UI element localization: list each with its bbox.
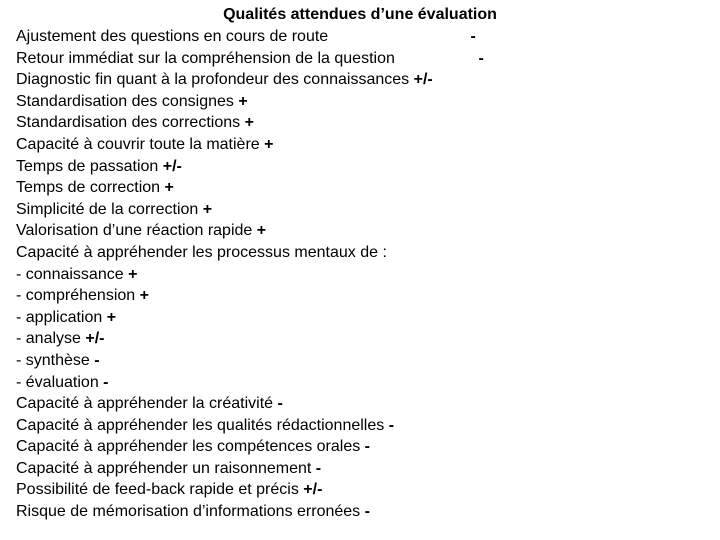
criterion-row: [16, 501, 706, 523]
criterion-row: [16, 91, 706, 113]
criterion-subrow: [16, 372, 706, 394]
criterion-rating: -: [277, 395, 283, 413]
criterion-rating: +/-: [303, 481, 323, 499]
criterion-rating: -: [478, 49, 484, 67]
criterion-rating: +: [202, 200, 213, 218]
criterion-subrow: [16, 350, 706, 372]
criterion-label: Retour immédiat sur la compréhension de la question: [16, 49, 395, 67]
criterion-row: [16, 436, 706, 458]
criterion-label: Standardisation des corrections: [16, 114, 241, 132]
criterion-rating: -: [364, 503, 370, 521]
criterion-row: [16, 242, 706, 264]
criterion-label: Possibilité de feed-back rapide et précis: [16, 481, 299, 499]
criterion-rating: +/-: [85, 330, 105, 348]
criterion-label: Capacité à couvrir toute la matière: [16, 135, 260, 153]
criterion-rating: -: [103, 373, 109, 391]
criteria-list: [16, 26, 706, 523]
criterion-rating: +: [256, 222, 267, 240]
criterion-rating: +: [164, 179, 174, 197]
criterion-label: Capacité à appréhender les compétences orales: [16, 438, 361, 456]
criterion-row: [16, 48, 706, 70]
criterion-rating: -: [364, 438, 370, 456]
criterion-label: - synthèse: [16, 351, 90, 369]
criterion-label: Risque de mémorisation d’informations erronées: [16, 503, 361, 521]
criterion-label: - compréhension: [16, 287, 136, 305]
criterion-rating: +: [106, 308, 117, 326]
criterion-row: [16, 458, 706, 480]
criterion-row: [16, 415, 706, 437]
criterion-rating: +/-: [413, 71, 433, 89]
criterion-row: [16, 393, 706, 415]
criterion-subrow: [16, 264, 706, 286]
criterion-rating: -: [470, 28, 476, 45]
criterion-row: [16, 69, 706, 91]
criterion-rating: -: [315, 459, 322, 477]
criterion-label: Temps de correction: [16, 179, 161, 197]
criterion-rating: +: [264, 135, 274, 153]
criterion-label: Diagnostic fin quant à la profondeur des connaissances: [16, 71, 410, 89]
criterion-label: Standardisation des consignes: [16, 92, 234, 110]
criterion-subrow: [16, 285, 706, 307]
criterion-label: - analyse: [16, 330, 81, 348]
criterion-rating: +: [128, 265, 138, 283]
criterion-row: [16, 479, 706, 501]
criterion-label: Capacité à appréhender les qualités rédactionnelles: [16, 416, 385, 434]
criterion-row: [16, 199, 706, 221]
criterion-label: - évaluation: [16, 373, 99, 391]
criterion-row: [16, 177, 706, 199]
criterion-row: [16, 156, 706, 178]
criterion-label: Temps de passation: [16, 157, 159, 175]
criterion-subrow: [16, 328, 706, 350]
criterion-rating: +: [238, 92, 248, 110]
criterion-subrow: [16, 307, 706, 329]
criterion-row: [16, 26, 706, 48]
criterion-row: [16, 134, 706, 156]
criterion-row: [16, 112, 706, 134]
criterion-rating: +: [244, 114, 254, 132]
criterion-label: - connaissance: [16, 265, 124, 283]
criterion-row: [16, 220, 706, 242]
criterion-rating: -: [388, 416, 395, 434]
criterion-label: Capacité à appréhender les processus mentaux de :: [16, 243, 387, 261]
slide-title: Qualités attendues d’une évaluation: [223, 6, 497, 23]
criterion-rating: +/-: [162, 157, 182, 175]
criterion-label: Capacité à appréhender un raisonnement: [16, 459, 312, 477]
criterion-label: Capacité à appréhender la créativité: [16, 395, 274, 413]
criterion-label: Valorisation d’une réaction rapide: [16, 222, 253, 240]
criterion-label: - application: [16, 308, 103, 326]
criterion-label: Simplicité de la correction: [16, 200, 199, 218]
criterion-rating: +: [139, 287, 149, 305]
criterion-label: Ajustement des questions en cours de route: [16, 28, 329, 45]
criterion-rating: -: [94, 351, 100, 369]
